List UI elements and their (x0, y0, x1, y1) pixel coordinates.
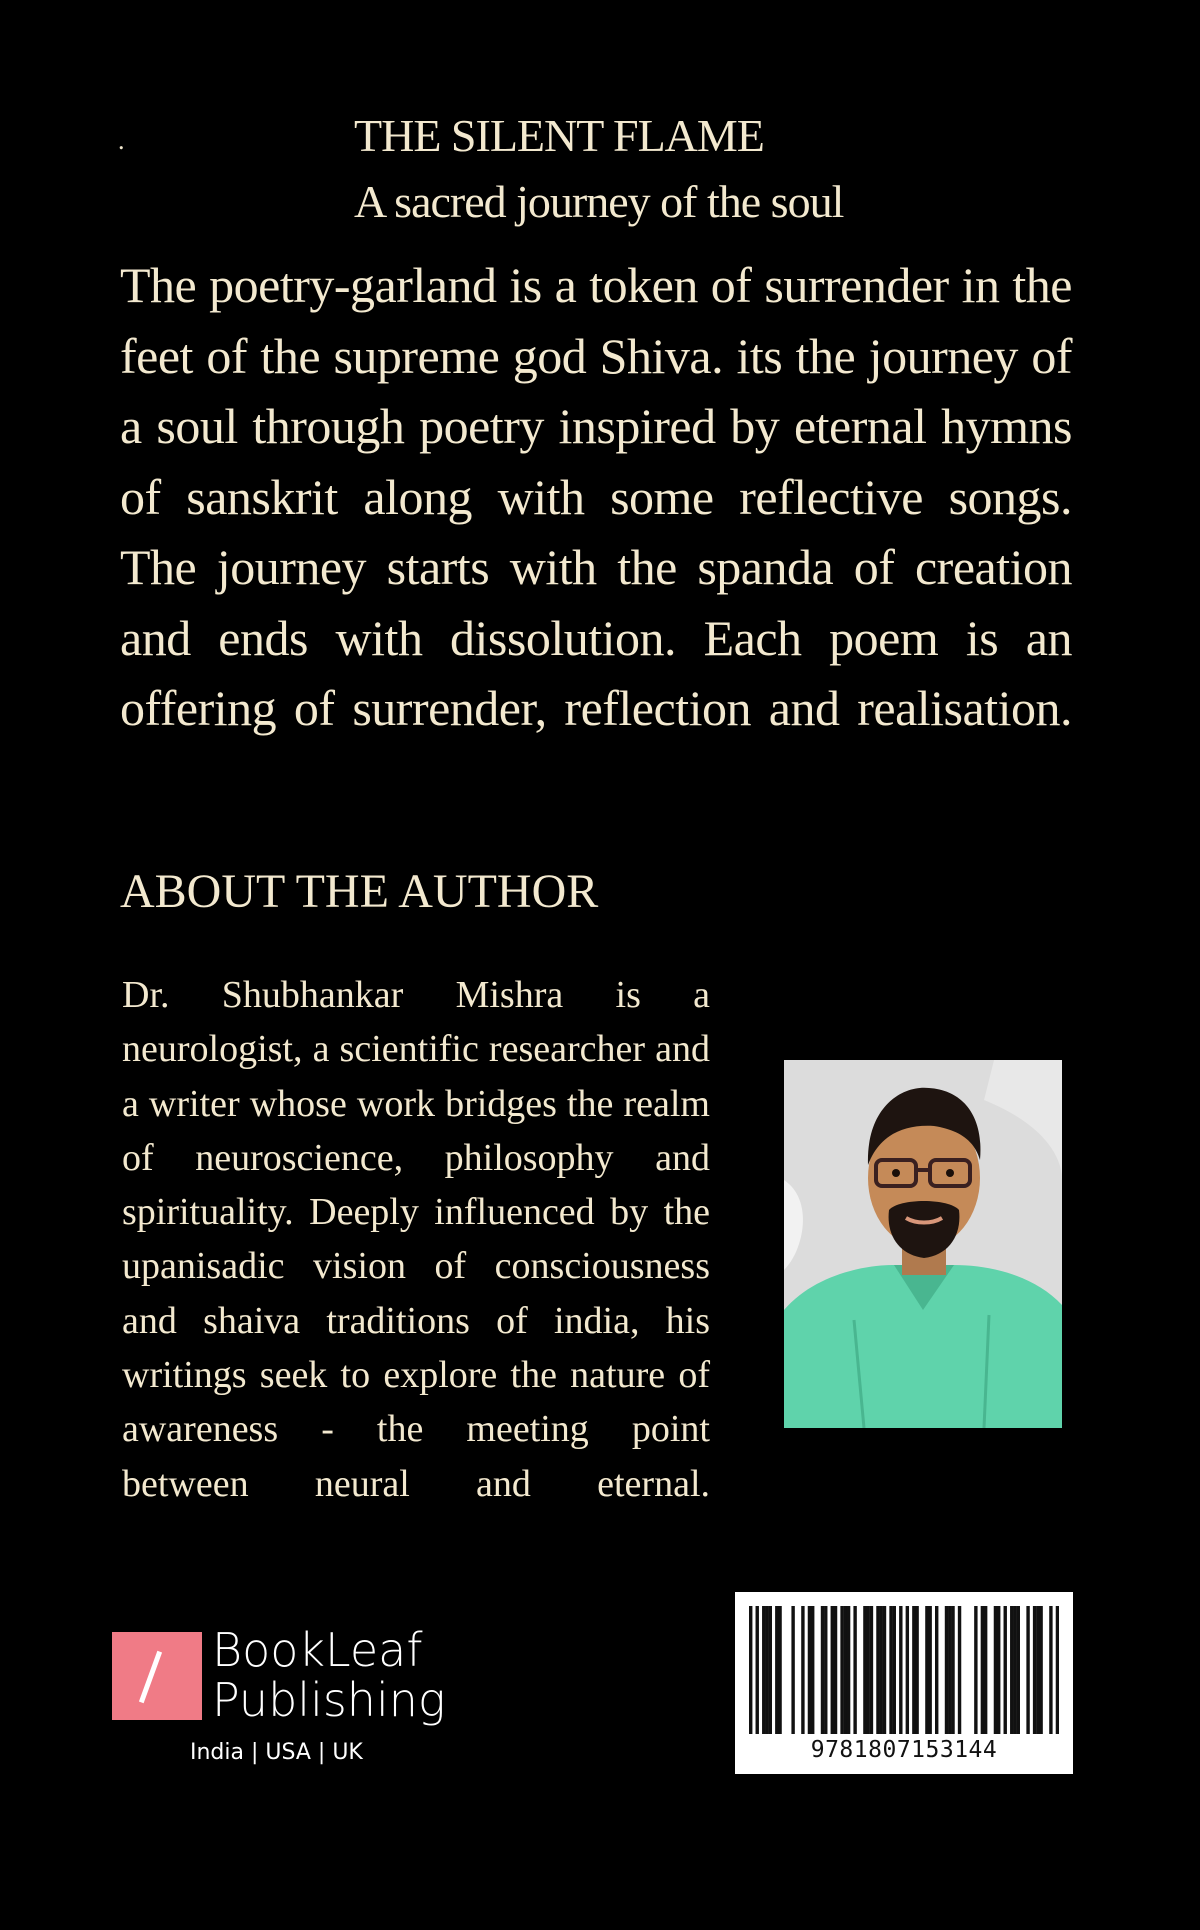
decorative-dot: . (118, 126, 125, 155)
barcode-bar (769, 1606, 772, 1734)
barcode-bar (756, 1606, 759, 1734)
barcode-bar (821, 1606, 824, 1734)
barcode-bar (958, 1606, 961, 1734)
barcode-bar (880, 1606, 883, 1734)
barcode-bar (984, 1606, 987, 1734)
barcode-bar (906, 1606, 909, 1734)
barcode-bar (801, 1606, 804, 1734)
barcode-bar (889, 1606, 892, 1734)
about-author-heading: ABOUT THE AUTHOR (120, 865, 599, 918)
barcode-bar (808, 1606, 811, 1734)
book-blurb: The poetry-garland is a token of surrender in the feet of the supreme god Shiva. its the journey of a soul through poetry inspired by eternal hymns of sanskrit along with some reflective songs. The journey starts with the spanda of creation and ends with dissolution. Each poem is an offering of surrender, reflection and realisation. (120, 257, 1072, 736)
author-photo (784, 1060, 1062, 1428)
barcode-bar (1017, 1606, 1020, 1734)
barcode-bar (1010, 1606, 1013, 1734)
book-subtitle: A sacred journey of the soul (354, 176, 844, 227)
barcode-bar (935, 1606, 938, 1734)
barcode-bar (870, 1606, 873, 1734)
publisher-logo-mark (112, 1632, 202, 1720)
barcode-bar (994, 1606, 997, 1734)
barcode-bar (893, 1606, 896, 1734)
barcode-bar (951, 1606, 954, 1734)
barcode-bar (1049, 1606, 1052, 1734)
barcode-bar (912, 1606, 915, 1734)
barcode-bar (831, 1606, 834, 1734)
barcode-bar (847, 1606, 850, 1734)
barcode-bar (762, 1606, 765, 1734)
barcode-bar (1013, 1606, 1016, 1734)
publisher-regions: India | USA | UK (190, 1740, 363, 1765)
barcode-bar (876, 1606, 879, 1734)
barcode-bar (811, 1606, 814, 1734)
author-portrait-icon (784, 1060, 1062, 1428)
barcode-bar (778, 1606, 781, 1734)
barcode-bar (974, 1606, 977, 1734)
barcode-icon (749, 1606, 1059, 1734)
barcode-bar (1033, 1606, 1036, 1734)
isbn-number: 9781807153144 (810, 1737, 998, 1763)
barcode-bar (1039, 1606, 1042, 1734)
barcode-bar (928, 1606, 931, 1734)
barcode-bar (853, 1606, 856, 1734)
barcode-bar (749, 1606, 752, 1734)
barcode-bar (834, 1606, 837, 1734)
publisher-name-line2: Publishing (212, 1673, 446, 1727)
publisher-name-line1: BookLeaf (212, 1623, 423, 1677)
barcode-bar (775, 1606, 778, 1734)
barcode-bar (1056, 1606, 1059, 1734)
barcode-bar (915, 1606, 918, 1734)
barcode-bar (925, 1606, 928, 1734)
barcode-bar (948, 1606, 951, 1734)
barcode-bar (945, 1606, 948, 1734)
book-title: THE SILENT FLAME (354, 110, 764, 161)
barcode-bar (824, 1606, 827, 1734)
barcode-bar (883, 1606, 886, 1734)
barcode-bar (866, 1606, 869, 1734)
barcode-bar (791, 1606, 794, 1734)
publisher-name (212, 1625, 446, 1725)
barcode-bar (1004, 1606, 1007, 1734)
barcode-bar (1026, 1606, 1029, 1734)
isbn-barcode (735, 1592, 1073, 1774)
barcode-bar (981, 1606, 984, 1734)
barcode-bar (863, 1606, 866, 1734)
author-bio: Dr. Shubhankar Mishra is a neurologist, a scientific researcher and a writer whose work bridges the realm of neuroscience, philosophy and spirituality. Deeply influenced by the upanisadic vision of consciousness and shaiva traditions of india, his writings seek to explore the nature of awareness - the meeting point between neural and eternal. (122, 974, 710, 1505)
barcode-bar (997, 1606, 1000, 1734)
barcode-bar (765, 1606, 768, 1734)
barcode-bar (1036, 1606, 1039, 1734)
slash-icon (139, 1651, 162, 1703)
barcode-bar (899, 1606, 902, 1734)
barcode-bar (840, 1606, 843, 1734)
barcode-bar (844, 1606, 847, 1734)
